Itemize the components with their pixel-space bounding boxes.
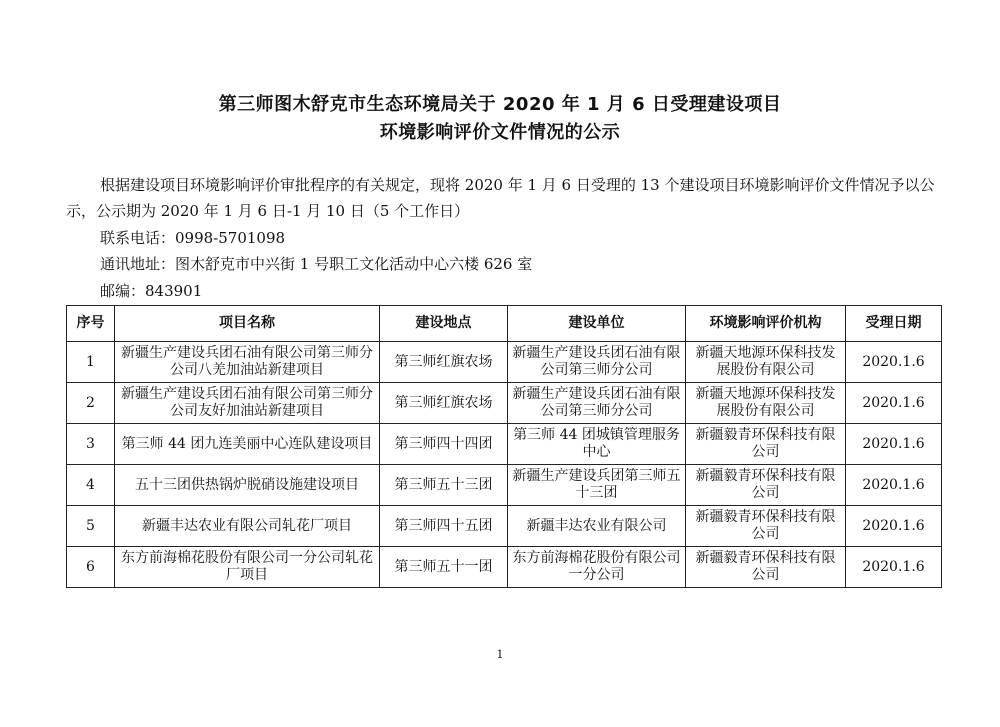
cell-builder: 新疆生产建设兵团第三师五十三团 bbox=[508, 465, 686, 506]
cell-location: 第三师红旗农场 bbox=[380, 342, 508, 383]
intro-paragraph: 根据建设项目环境影响评价审批程序的有关规定，现将 2020 年 1 月 6 日受理的 13 个建设项目环境影响评价文件情况予以公示，公示期为 2020 年 1 月 6 日-1 月 10 日（5 个工作日） bbox=[66, 176, 935, 220]
cell-project-name: 五十三团供热锅炉脱硝设施建设项目 bbox=[115, 465, 380, 506]
cell-builder: 新疆丰达农业有限公司 bbox=[508, 506, 686, 547]
cell-index: 5 bbox=[67, 506, 115, 547]
cell-eia-agency: 新疆毅青环保科技有限公司 bbox=[686, 465, 846, 506]
cell-builder: 东方前海棉花股份有限公司一分公司 bbox=[508, 547, 686, 588]
cell-location: 第三师四十五团 bbox=[380, 506, 508, 547]
mailing-address: 通讯地址：图木舒克市中兴街 1 号职工文化活动中心六楼 626 室 bbox=[100, 255, 533, 273]
cell-accept-date: 2020.1.6 bbox=[846, 547, 942, 588]
table-header-row bbox=[67, 306, 942, 342]
cell-location: 第三师五十一团 bbox=[380, 547, 508, 588]
cell-project-name: 第三师 44 团九连美丽中心连队建设项目 bbox=[115, 424, 380, 465]
cell-builder: 新疆生产建设兵团石油有限公司第三师分公司 bbox=[508, 342, 686, 383]
header-accept-date: 受理日期 bbox=[846, 306, 942, 342]
table-row bbox=[67, 506, 942, 547]
cell-accept-date: 2020.1.6 bbox=[846, 424, 942, 465]
cell-index: 1 bbox=[67, 342, 115, 383]
cell-project-name: 新疆丰达农业有限公司轧花厂项目 bbox=[115, 506, 380, 547]
cell-index: 4 bbox=[67, 465, 115, 506]
cell-eia-agency: 新疆天地源环保科技发展股份有限公司 bbox=[686, 383, 846, 424]
document-title-line1: 第三师图木舒克市生态环境局关于 2020 年 1 月 6 日受理建设项目 bbox=[218, 94, 782, 115]
cell-accept-date: 2020.1.6 bbox=[846, 383, 942, 424]
cell-index: 3 bbox=[67, 424, 115, 465]
header-eia-agency: 环境影响评价机构 bbox=[686, 306, 846, 342]
cell-project-name: 东方前海棉花股份有限公司一分公司轧花厂项目 bbox=[115, 547, 380, 588]
table-row bbox=[67, 342, 942, 383]
contact-phone: 联系电话：0998-5701098 bbox=[100, 229, 286, 247]
header-location: 建设地点 bbox=[380, 306, 508, 342]
table-row bbox=[67, 465, 942, 506]
cell-accept-date: 2020.1.6 bbox=[846, 465, 942, 506]
header-project-name: 项目名称 bbox=[115, 306, 380, 342]
cell-accept-date: 2020.1.6 bbox=[846, 342, 942, 383]
cell-eia-agency: 新疆毅青环保科技有限公司 bbox=[686, 506, 846, 547]
cell-eia-agency: 新疆毅青环保科技有限公司 bbox=[686, 424, 846, 465]
cell-index: 2 bbox=[67, 383, 115, 424]
cell-location: 第三师红旗农场 bbox=[380, 383, 508, 424]
cell-builder: 第三师 44 团城镇管理服务中心 bbox=[508, 424, 686, 465]
table-row bbox=[67, 547, 942, 588]
cell-project-name: 新疆生产建设兵团石油有限公司第三师分公司八羌加油站新建项目 bbox=[115, 342, 380, 383]
cell-accept-date: 2020.1.6 bbox=[846, 506, 942, 547]
page-number: 1 bbox=[496, 648, 504, 661]
cell-eia-agency: 新疆毅青环保科技有限公司 bbox=[686, 547, 846, 588]
cell-location: 第三师五十三团 bbox=[380, 465, 508, 506]
postal-code: 邮编：843901 bbox=[100, 282, 203, 300]
cell-eia-agency: 新疆天地源环保科技发展股份有限公司 bbox=[686, 342, 846, 383]
table-row bbox=[67, 383, 942, 424]
cell-index: 6 bbox=[67, 547, 115, 588]
cell-location: 第三师四十四团 bbox=[380, 424, 508, 465]
projects-table bbox=[66, 305, 942, 588]
cell-builder: 新疆生产建设兵团石油有限公司第三师分公司 bbox=[508, 383, 686, 424]
document-title-line2: 环境影响评价文件情况的公示 bbox=[379, 122, 621, 143]
header-index: 序号 bbox=[67, 306, 115, 342]
header-builder: 建设单位 bbox=[508, 306, 686, 342]
cell-project-name: 新疆生产建设兵团石油有限公司第三师分公司友好加油站新建项目 bbox=[115, 383, 380, 424]
table-row bbox=[67, 424, 942, 465]
